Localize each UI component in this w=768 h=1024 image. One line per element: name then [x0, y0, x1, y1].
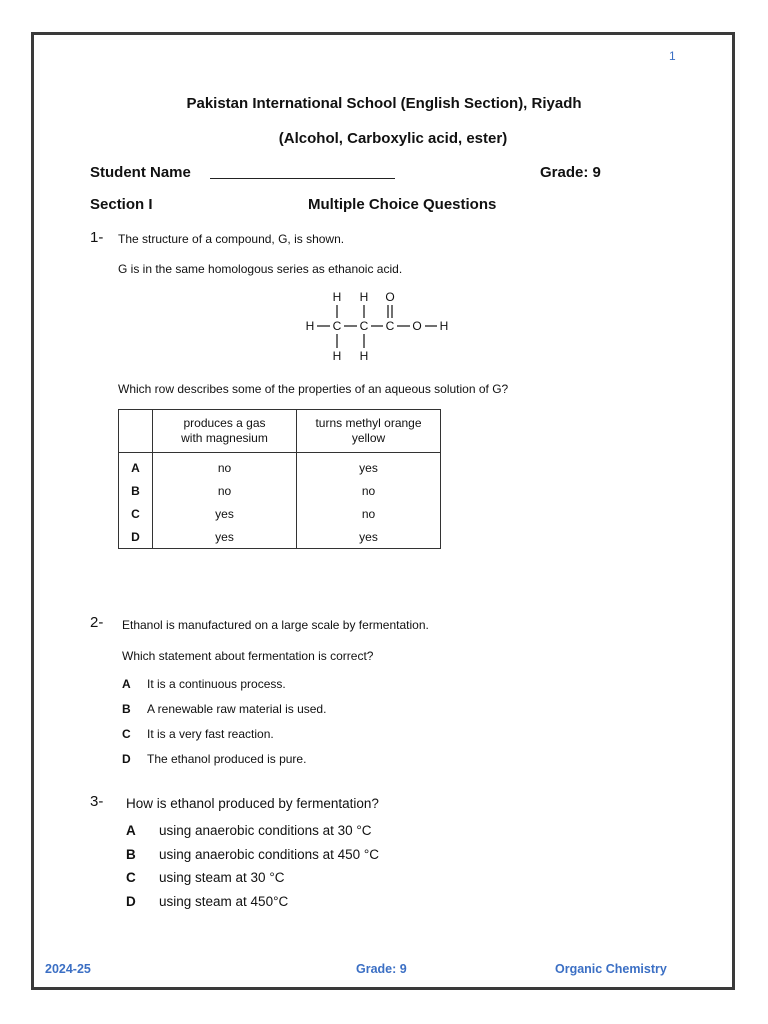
table-cell: yes	[297, 525, 441, 549]
q3-option-text: using steam at 450°C	[159, 894, 289, 909]
atom-c: C	[332, 319, 342, 333]
table-header-row	[119, 410, 441, 453]
q2-number: 2-	[90, 614, 104, 631]
q3-option-key: D	[126, 894, 136, 909]
q1-line1: The structure of a compound, G, is shown.	[118, 232, 345, 246]
q2-option-key: D	[122, 752, 131, 766]
footer-grade: Grade: 9	[356, 962, 407, 976]
table-row	[119, 502, 441, 525]
q2-option-text: A renewable raw material is used.	[147, 702, 327, 716]
q2-option-text: It is a very fast reaction.	[147, 727, 274, 741]
q3-option-text: using anaerobic conditions at 450 °C	[159, 847, 380, 862]
atom-h: H	[305, 319, 315, 333]
section-title: Multiple Choice Questions	[308, 196, 497, 213]
table-row	[119, 453, 441, 480]
atom-o: O	[412, 319, 422, 333]
q2-option-text: The ethanol produced is pure.	[147, 752, 307, 766]
grade-label: Grade: 9	[540, 164, 601, 181]
atom-c: C	[385, 319, 395, 333]
table-cell: no	[153, 453, 297, 480]
atom-c: C	[359, 319, 369, 333]
page-number: 1	[669, 49, 676, 63]
q2-option-key: B	[122, 702, 131, 716]
table-header-cell: turns methyl orange yellow	[297, 410, 441, 453]
q3-option-key: B	[126, 847, 136, 862]
school-title: Pakistan International School (English Section), Riyadh	[186, 95, 582, 112]
q2-line1: Ethanol is manufactured on a large scale by fermentation.	[122, 618, 429, 632]
row-key: B	[119, 479, 153, 502]
q2-option-key: C	[122, 727, 131, 741]
atom-h: H	[359, 349, 369, 363]
q3-question: How is ethanol produced by fermentation?	[126, 796, 379, 811]
atom-h: H	[332, 349, 342, 363]
table-row	[119, 525, 441, 549]
atom-h: H	[359, 290, 369, 304]
table-header-cell: produces a gas with magnesium	[153, 410, 297, 453]
atom-h: H	[332, 290, 342, 304]
footer-year: 2024-25	[45, 962, 91, 976]
q3-option-key: A	[126, 823, 136, 838]
table-cell: yes	[153, 525, 297, 549]
q3-option-key: C	[126, 870, 136, 885]
table-cell: no	[297, 502, 441, 525]
table-cell: yes	[297, 453, 441, 480]
subject-title: (Alcohol, Carboxylic acid, ester)	[278, 130, 508, 147]
footer-course: Organic Chemistry	[555, 962, 667, 976]
table-cell: no	[153, 479, 297, 502]
atom-o: O	[385, 290, 395, 304]
q2-question: Which statement about fermentation is correct?	[122, 649, 374, 663]
atom-h: H	[439, 319, 449, 333]
properties-table	[118, 409, 441, 549]
table-cell: no	[297, 479, 441, 502]
q1-question: Which row describes some of the properties of an aqueous solution of G?	[118, 382, 509, 396]
q3-option-text: using steam at 30 °C	[159, 870, 285, 885]
student-name-line	[210, 178, 395, 179]
section-label: Section I	[90, 196, 153, 213]
q1-number: 1-	[90, 229, 104, 246]
q3-number: 3-	[90, 793, 104, 810]
table-cell: yes	[153, 502, 297, 525]
row-key: D	[119, 525, 153, 549]
student-name-label: Student Name	[90, 164, 191, 181]
structural-formula	[300, 288, 460, 366]
q1-line2: G is in the same homologous series as ethanoic acid.	[118, 262, 403, 276]
row-key: A	[119, 453, 153, 480]
q2-option-text: It is a continuous process.	[147, 677, 286, 691]
table-row	[119, 479, 441, 502]
row-key: C	[119, 502, 153, 525]
q2-option-key: A	[122, 677, 131, 691]
q3-option-text: using anaerobic conditions at 30 °C	[159, 823, 372, 838]
table-header-cell	[119, 410, 153, 453]
